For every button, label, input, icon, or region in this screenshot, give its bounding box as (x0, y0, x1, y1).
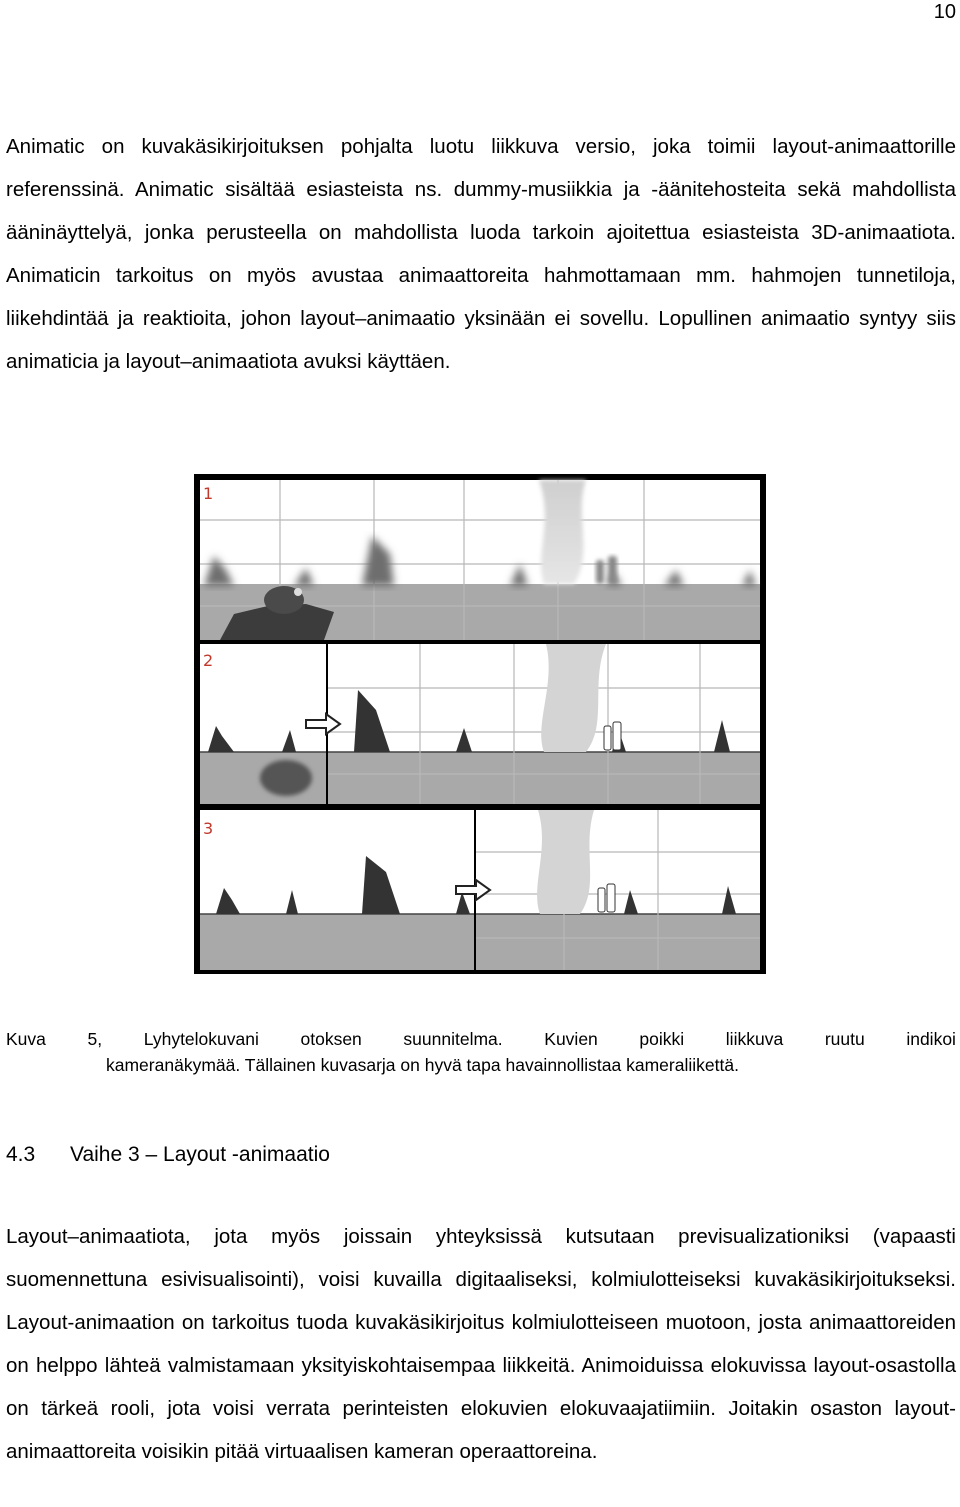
storyboard-panel-2 (200, 644, 760, 804)
paragraph-layout-animation: Layout–animaatiota, jota myös joissain yhteyksissä kutsutaan previsualizationiksi (vapaasti suomennettuna esivisualisointi), voisi kuvailla digitaaliseksi, kolmiulotteiseksi kuvakäsikirjoitukseksi. Layout-animaation on tarkoitus tuoda kuvakäsikirjoitus kolmiulotteiseen muotoon, josta animaattoreiden on helppo lähteä valmistamaan yksityiskohtaisempaa liikkeitä. Animoiduissa elokuvissa layout-osastolla on tärkeä rooli, jota voisi verrata perinteisten elokuvien elokuvaajatiimiin. Joitakin osaston layout-animaattoreita voisikin pitää virtuaalisen kameran operaattoreina. (6, 1225, 956, 1463)
page-number: 10 (933, 1, 956, 23)
caption-word: Kuvien (544, 1029, 598, 1049)
panel-number-3: 3 (203, 819, 214, 838)
caption-label: Kuva (6, 1029, 46, 1049)
caption-line-1 (6, 1026, 956, 1052)
caption-word: otoksen (300, 1029, 362, 1049)
caption-word: liikkuva (725, 1029, 784, 1049)
section-number: 4.3 (6, 1143, 36, 1166)
caption-word: poikki (639, 1029, 685, 1049)
caption-word: ruutu (824, 1029, 865, 1049)
figure-caption (6, 1026, 956, 1078)
panel-number-2: 2 (203, 651, 214, 670)
section-heading (6, 1140, 330, 1170)
storyboard-figure (194, 474, 766, 974)
storyboard-panel-1 (200, 480, 760, 640)
caption-word: Lyhytelokuvani (143, 1029, 259, 1049)
caption-word: suunnitelma. (403, 1029, 503, 1049)
storyboard-panel-3 (200, 810, 760, 970)
section-title: Vaihe 3 – Layout -animaatio (70, 1143, 330, 1166)
caption-word: indikoi (906, 1029, 956, 1049)
caption-number: 5, (87, 1029, 103, 1049)
caption-line-2: kameranäkymää. Tällainen kuvasarja on hyvä tapa havainnollistaa kameraliikettä. (106, 1055, 739, 1075)
paragraph-animatic: Animatic on kuvakäsikirjoituksen pohjalta luotu liikkuva versio, joka toimii layout-animaattorille referenssinä. Animatic sisältää esiasteista ns. dummy-musiikkia ja -äänitehosteita sekä mahdollista ääninäyttelyä, jonka perusteella on mahdollista luoda tarkoin ajoitettua esiasteista 3D-animaatiota. Animaticin tarkoitus on myös avustaa animaattoreita hahmottamaan mm. hahmojen tunnetiloja, liikehdintää ja reaktioita, johon layout–animaatio yksinään ei sovellu. Lopullinen animaatio syntyy siis animaticia ja layout–animaatiota avuksi käyttäen. (6, 135, 956, 373)
panel-number-1: 1 (203, 484, 214, 503)
